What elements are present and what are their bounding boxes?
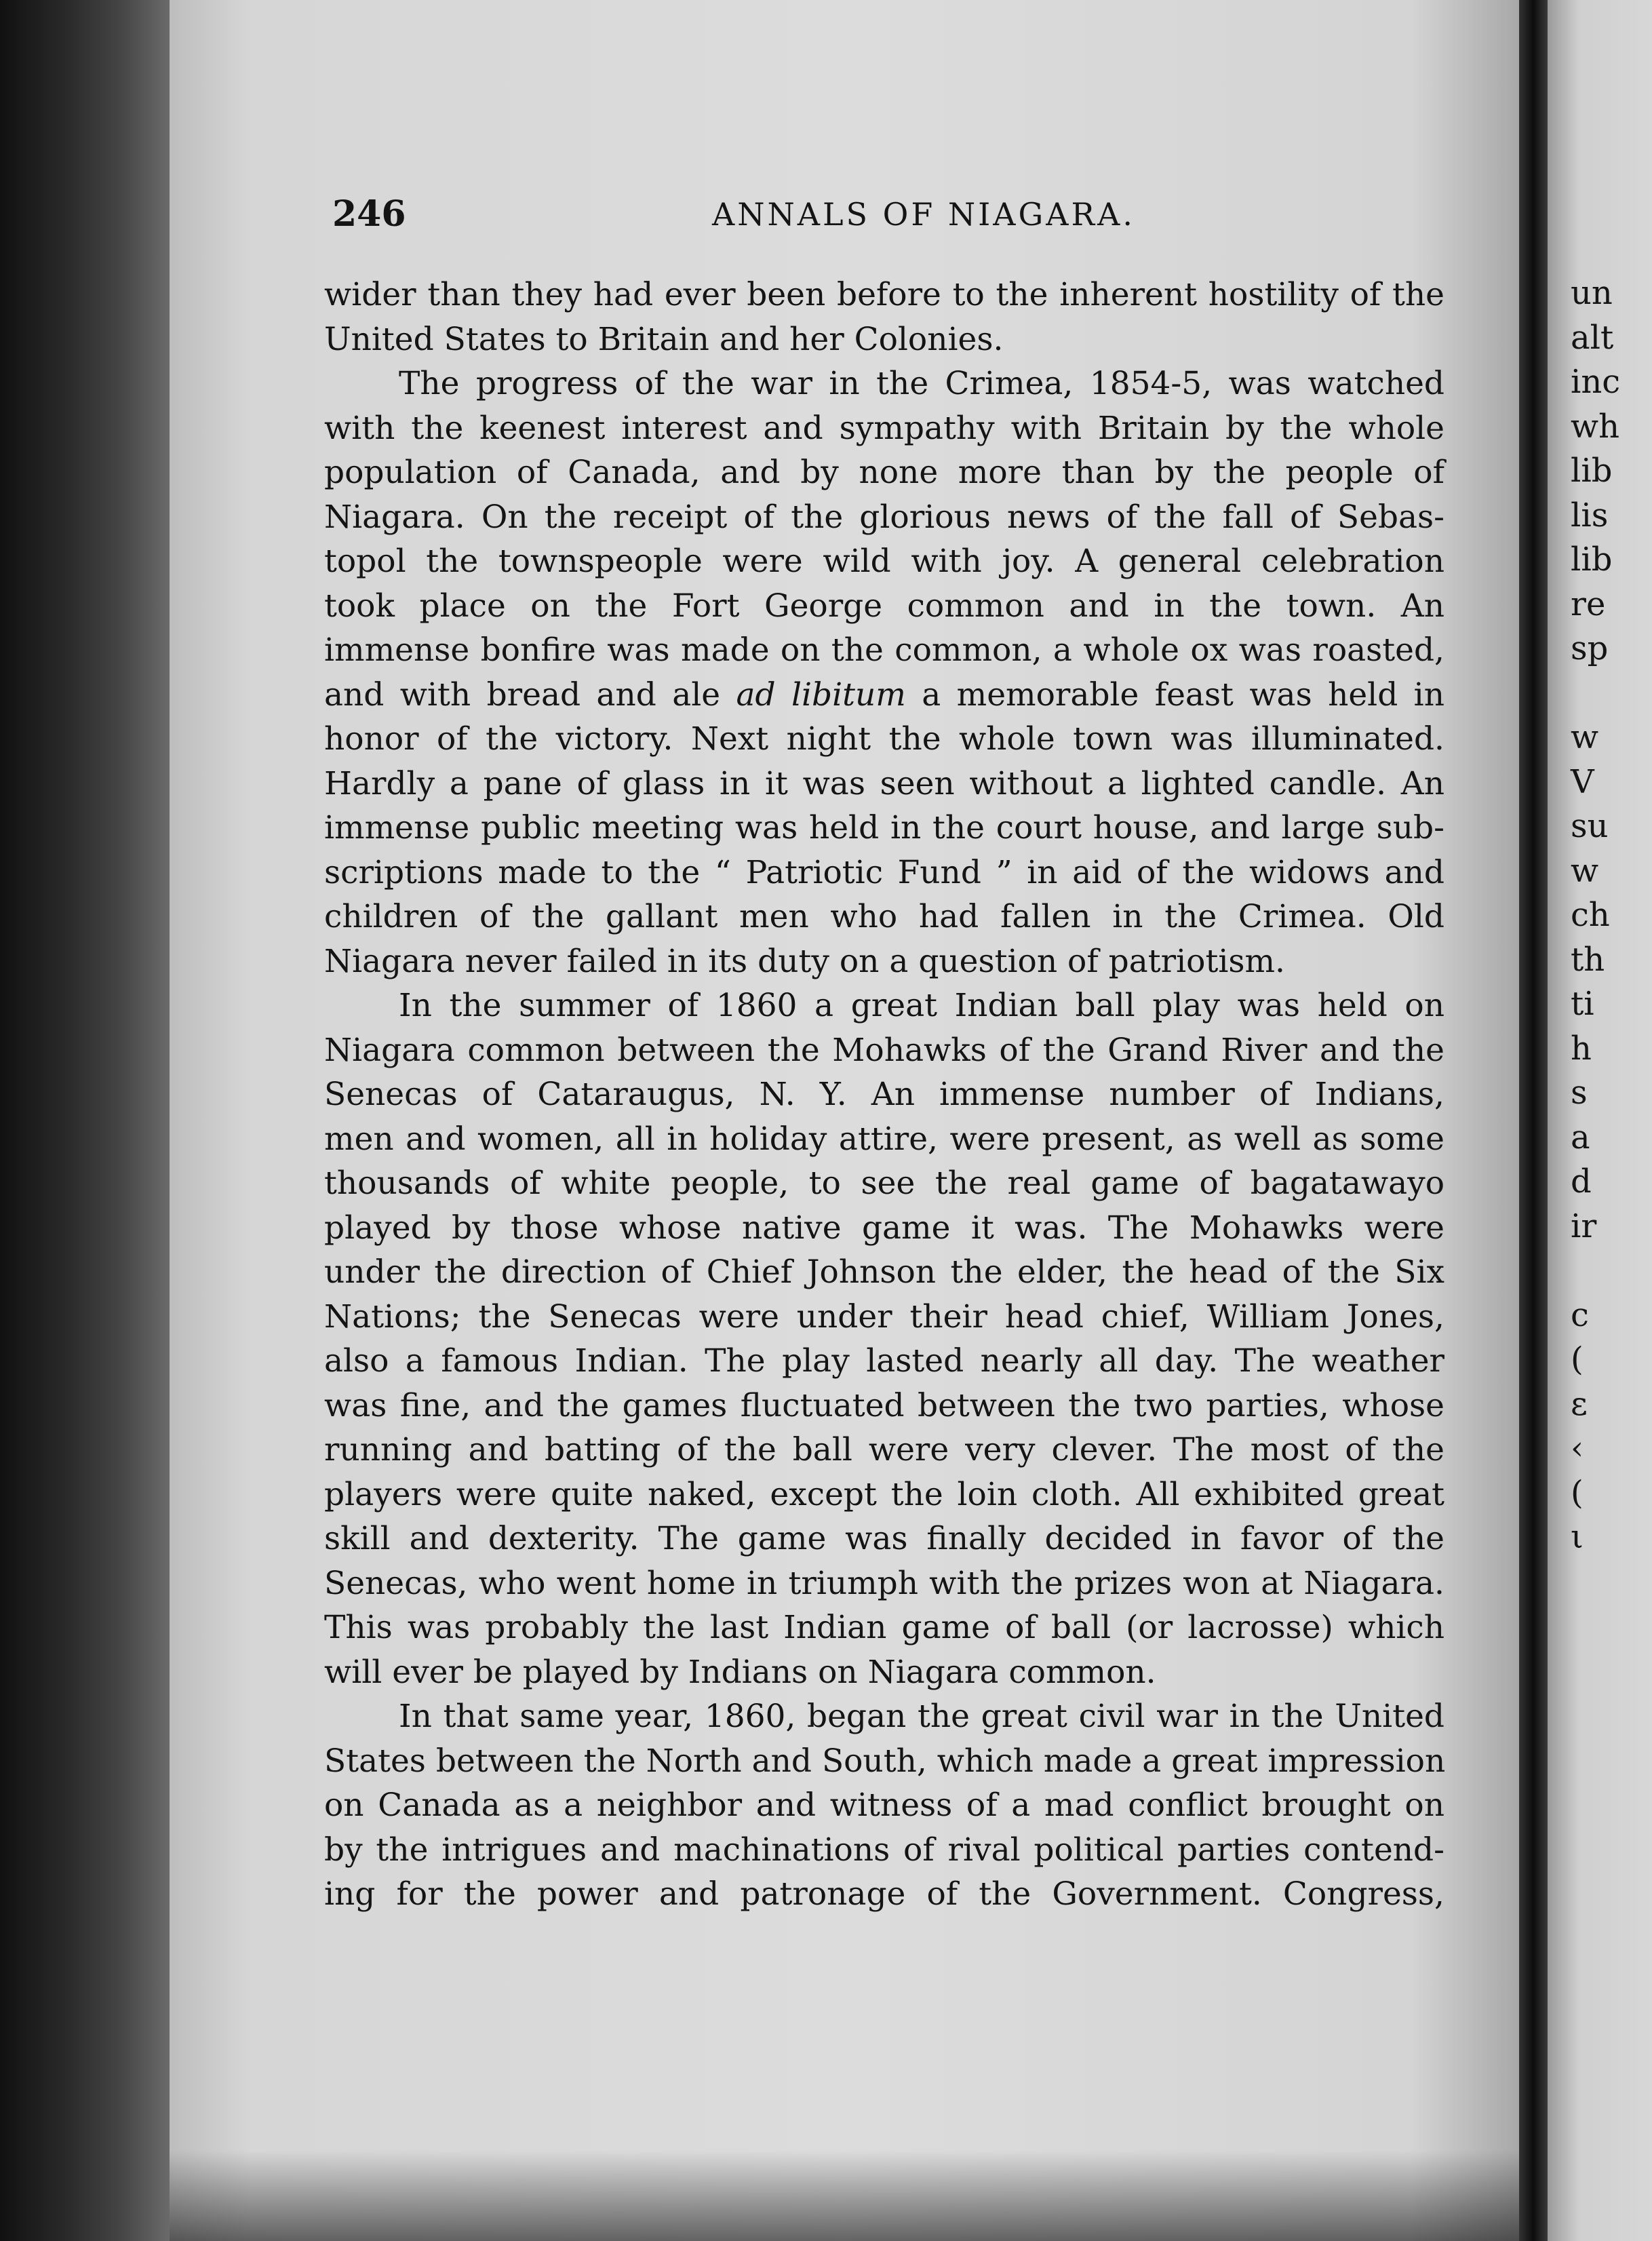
- text-line: thousands of white people, to see the real game of bagatawayo: [324, 1165, 1444, 1202]
- page-bottom-shadow: [170, 2150, 1519, 2241]
- body-text: [324, 273, 1444, 1917]
- book-gutter: [1519, 0, 1548, 2241]
- text-line: This was probably the last Indian game of ball (or lacrosse) which: [324, 1609, 1444, 1646]
- facing-page-text-fragments: un alt inc wh lib lis lib re sp w V su w ch th ti h s a d ir c ( ε ‹ ( ι: [1571, 274, 1621, 1556]
- text-line: children of the gallant men who had fallen in the Crimea. Old: [324, 898, 1444, 935]
- text-line: skill and dexterity. The game was finally decided in favor of the: [324, 1520, 1444, 1557]
- paragraph: [324, 362, 1444, 983]
- text-line: States between the North and South, which made a great impression: [324, 1742, 1446, 1780]
- text-line: and with bread and ale ad libitum a memorable feast was held in: [324, 676, 1444, 714]
- text-line: took place on the Fort George common and in the town. An: [324, 587, 1444, 625]
- italic-phrase: ad libitum: [736, 676, 906, 714]
- text-line: immense bonfire was made on the common, a whole ox was roasted,: [324, 631, 1444, 669]
- text-line: ing for the power and patronage of the Government. Congress,: [324, 1875, 1444, 1913]
- text-line: United States to Britain and her Colonies.: [324, 320, 1004, 358]
- text-line: In the summer of 1860 a great Indian ball play was held on: [399, 987, 1444, 1024]
- text-line: Nations; the Senecas were under their head chief, William Jones,: [324, 1298, 1444, 1336]
- text-line: Senecas, who went home in triumph with the prizes won at Niagara.: [324, 1564, 1444, 1602]
- text-line: Niagara. On the receipt of the glorious news of the fall of Sebas-: [324, 498, 1444, 536]
- text-line: under the direction of Chief Johnson the elder, the head of the Six: [324, 1253, 1444, 1291]
- text-line: Senecas of Cataraugus, N. Y. An immense number of Indians,: [324, 1076, 1444, 1113]
- facing-page: [1548, 0, 1652, 2241]
- page-number: 246: [332, 193, 406, 235]
- text-line: The progress of the war in the Crimea, 1854-5, was watched: [399, 365, 1444, 402]
- text-line: also a famous Indian. The play lasted nearly all day. The weather: [324, 1342, 1444, 1380]
- running-head: [332, 193, 1431, 241]
- text-line: was fine, and the games fluctuated between the two parties, whose: [324, 1386, 1444, 1424]
- text-line: by the intrigues and machinations of rival political parties contend-: [324, 1831, 1444, 1869]
- text-line: scriptions made to the “ Patriotic Fund ” in aid of the widows and: [324, 853, 1444, 891]
- text-line: with the keenest interest and sympathy with Britain by the whole: [324, 409, 1444, 447]
- running-title: ANNALS OF NIAGARA.: [712, 196, 1135, 233]
- text-line: players were quite naked, except the loin cloth. All exhibited great: [324, 1475, 1444, 1513]
- text-line: topol the townspeople were wild with joy. A general celebration: [324, 543, 1444, 580]
- text-line: Hardly a pane of glass in it was seen without a lighted candle. An: [324, 764, 1444, 802]
- text-line: honor of the victory. Next night the whole town was illuminated.: [324, 720, 1444, 758]
- scan-edge-left: [0, 0, 170, 2241]
- text-line: on Canada as a neighbor and witness of a mad conflict brought on: [324, 1787, 1444, 1824]
- text-line: Niagara never failed in its duty on a question of patriotism.: [324, 942, 1285, 980]
- paragraph: [324, 1694, 1444, 1917]
- text-line: wider than they had ever been before to the inherent hostility of the: [324, 276, 1444, 313]
- text-line: running and batting of the ball were very clever. The most of the: [324, 1431, 1444, 1468]
- paragraph: [324, 273, 1444, 362]
- text-line: men and women, all in holiday attire, were present, as well as some: [324, 1120, 1444, 1158]
- text-line: immense public meeting was held in the court house, and large sub-: [324, 809, 1444, 846]
- text-line: Niagara common between the Mohawks of the Grand River and the: [324, 1031, 1444, 1069]
- text-line: played by those whose native game it was. The Mohawks were: [324, 1209, 1444, 1247]
- text-line: population of Canada, and by none more than by the people of: [324, 454, 1444, 491]
- text-line: will ever be played by Indians on Niagara common.: [324, 1653, 1156, 1691]
- paragraph: [324, 983, 1444, 1694]
- text-line: In that same year, 1860, began the great civil war in the United: [399, 1698, 1444, 1735]
